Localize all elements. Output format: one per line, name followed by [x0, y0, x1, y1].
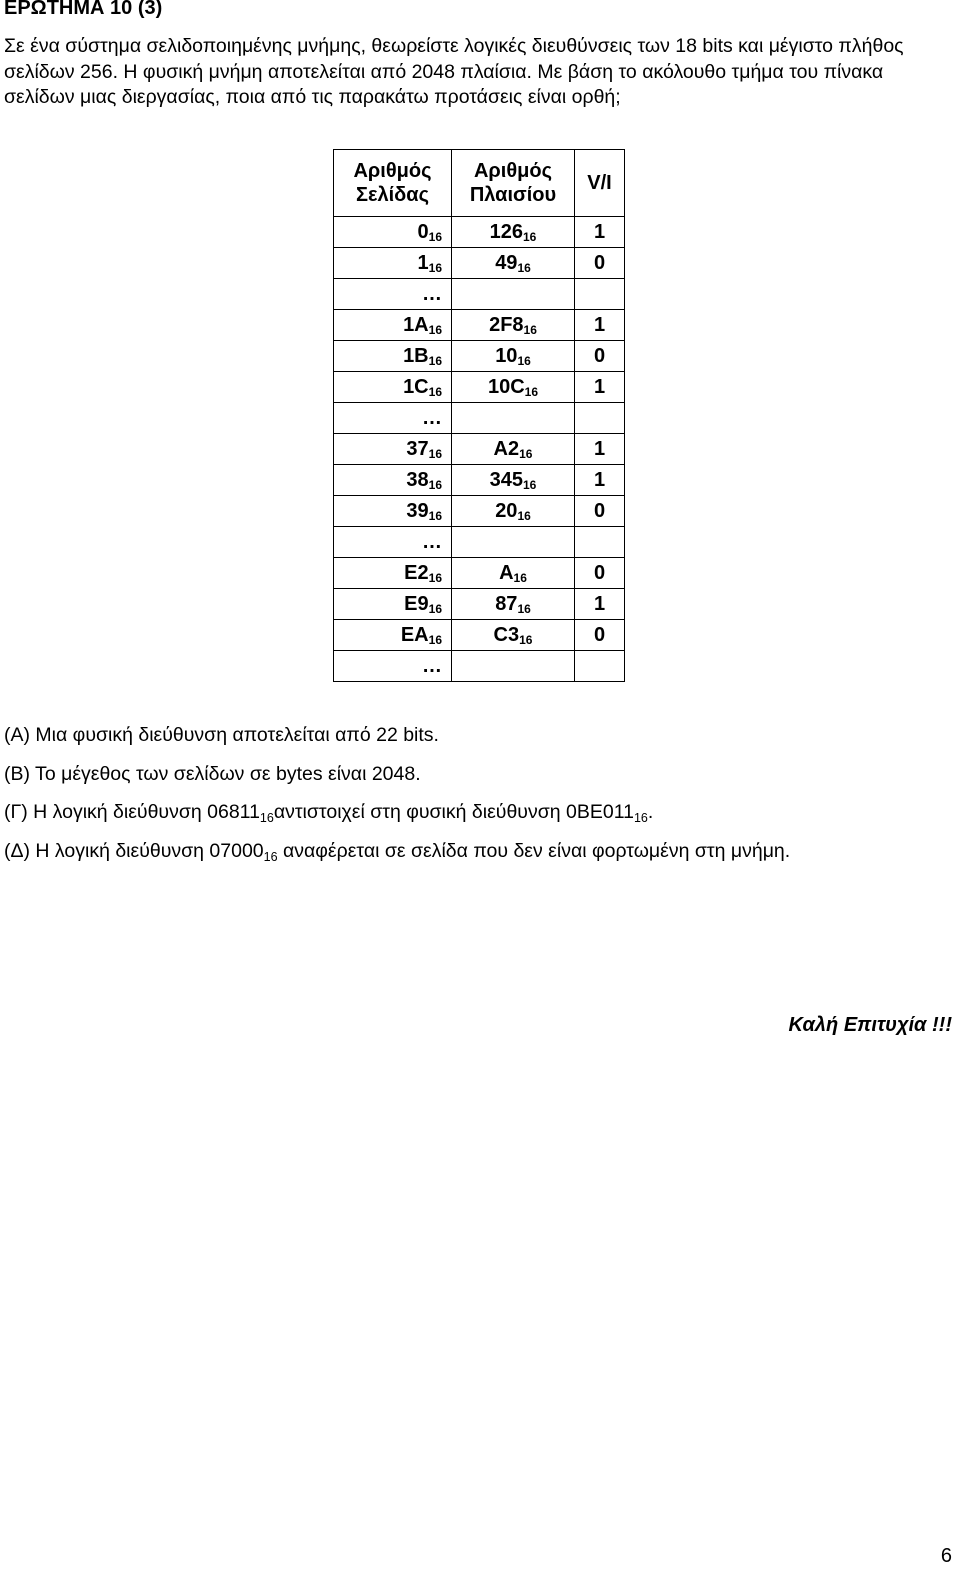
table-row	[334, 465, 625, 496]
table-header-row	[334, 150, 625, 217]
frame-cell: $A2_{16}$	[452, 434, 575, 465]
page-cell: $38_{16}$	[334, 465, 452, 496]
table-row	[334, 496, 625, 527]
table-row	[334, 434, 625, 465]
table-row	[334, 589, 625, 620]
table-row	[334, 310, 625, 341]
page-cell: $E2_{16}$	[334, 558, 452, 589]
option-d: (Δ) Η λογική διεύθυνση $07000_{16}$ αναφέρεται σε σελίδα που δεν είναι φορτωμένη στη μνήμη.	[4, 839, 791, 864]
option-a: (Α) Μια φυσική διεύθυνση αποτελείται από 22 bits.	[4, 724, 439, 746]
ellipsis-cell: …	[334, 527, 452, 558]
frame-cell: $126_{16}$	[452, 217, 575, 248]
closing-wish: Καλή Επιτυχία !!!	[788, 1014, 952, 1036]
table-row	[334, 248, 625, 279]
header-frame-number: Αριθμός Πλαισίου	[452, 150, 575, 217]
page-cell: $E9_{16}$	[334, 589, 452, 620]
table-row	[334, 341, 625, 372]
table-row	[334, 620, 625, 651]
frame-cell: $A_{16}$	[452, 558, 575, 589]
ellipsis-row	[334, 651, 625, 682]
frame-cell: $10_{16}$	[452, 341, 575, 372]
page-cell: $39_{16}$	[334, 496, 452, 527]
frame-cell: $87_{16}$	[452, 589, 575, 620]
table-row	[334, 372, 625, 403]
page-cell: $EA_{16}$	[334, 620, 452, 651]
page-number: 6	[940, 1545, 952, 1567]
vi-cell: 0	[575, 341, 625, 372]
vi-cell: 1	[575, 465, 625, 496]
page-cell: $37_{16}$	[334, 434, 452, 465]
page-cell: $1C_{16}$	[334, 372, 452, 403]
question-text: Σε ένα σύστημα σελιδοποιημένης μνήμης, θεωρείστε λογικές διευθύνσεις των 18 bits και μέγιστο πλήθος σελίδων 256. Η φυσική μνήμη αποτελείται από 2048 πλαίσια. Με βάση το ακόλουθο τμήμα του πίνακα σελίδων μιας διεργασίας, ποια από τις παρακάτω προτάσεις είναι ορθή;	[4, 35, 904, 108]
answer-options	[4, 722, 790, 876]
ellipsis-row	[334, 279, 625, 310]
frame-cell: $C3_{16}$	[452, 620, 575, 651]
vi-cell: 1	[575, 434, 625, 465]
vi-cell: 0	[575, 248, 625, 279]
vi-cell: 0	[575, 558, 625, 589]
page-cell: $1_{16}$	[334, 248, 452, 279]
frame-cell: $345_{16}$	[452, 465, 575, 496]
ellipsis-cell: …	[334, 651, 452, 682]
page-table	[333, 149, 625, 682]
ellipsis-row	[334, 403, 625, 434]
vi-cell: 0	[575, 496, 625, 527]
vi-cell: 0	[575, 620, 625, 651]
vi-cell: 1	[575, 372, 625, 403]
vi-cell: 1	[575, 310, 625, 341]
page-cell: $1B_{16}$	[334, 341, 452, 372]
ellipsis-cell: …	[334, 403, 452, 434]
vi-cell: 1	[575, 217, 625, 248]
option-c: (Γ) Η λογική διεύθυνση $06811_{16}\alpha\nu\tau\iota\sigma\tau o\iota\chi\varepsilon ί$ στη φυσική διεύθυνση $0BE011_{16}$.	[4, 801, 654, 825]
ellipsis-row	[334, 527, 625, 558]
page-cell: $1A_{16}$	[334, 310, 452, 341]
table-row	[334, 217, 625, 248]
page-cell: $0_{16}$	[334, 217, 452, 248]
frame-cell: $49_{16}$	[452, 248, 575, 279]
option-b: (Β) Το μέγεθος των σελίδων σε bytes είναι 2048.	[4, 762, 421, 785]
table-row	[334, 558, 625, 589]
frame-cell: $10C_{16}$	[452, 372, 575, 403]
question-title: ΕΡΩΤΗΜΑ 10 (3)	[4, 0, 163, 19]
frame-cell: $20_{16}$	[452, 496, 575, 527]
frame-cell: $2F8_{16}$	[452, 310, 575, 341]
header-valid-invalid: V/I	[575, 150, 625, 217]
header-page-number: Αριθμός Σελίδας	[334, 150, 452, 217]
ellipsis-cell: …	[334, 279, 452, 310]
vi-cell: 1	[575, 589, 625, 620]
